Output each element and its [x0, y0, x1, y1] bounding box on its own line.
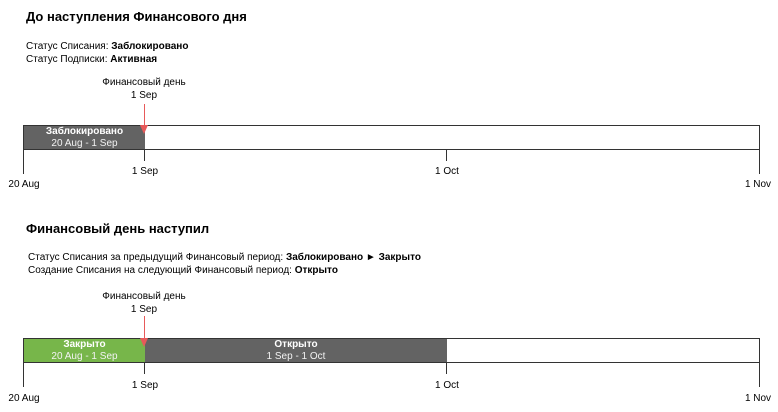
status-label: Статус Списания:: [26, 41, 112, 52]
financial-day-arrow-icon: [140, 338, 148, 347]
axis-tick: [23, 363, 24, 387]
axis-tick: [446, 363, 447, 374]
axis-label: 1 Sep: [131, 166, 159, 177]
segment-open: [145, 339, 447, 362]
segment-label: Заблокировано: [45, 126, 124, 137]
financial-day-date: 1 Sep: [130, 90, 158, 101]
section1-status-charge: [26, 40, 188, 53]
axis-tick: [759, 150, 760, 174]
status-label: Статус Списания за предыдущий Финансовый период:: [28, 252, 286, 263]
axis-tick: [23, 150, 24, 174]
axis-tick: [446, 150, 447, 161]
section1-title: До наступления Финансового дня: [26, 9, 247, 24]
financial-day-text: Финансовый день: [102, 77, 186, 88]
segment-blocked: [24, 126, 145, 149]
segment-closed: [24, 339, 145, 362]
axis-label: 1 Oct: [435, 166, 459, 177]
section1-timeline-bar: [23, 125, 760, 150]
axis-label: 1 Sep: [131, 380, 159, 391]
section2-title: Финансовый день наступил: [26, 221, 210, 236]
axis-tick: [144, 150, 145, 161]
status-label: Статус Подписки:: [26, 54, 111, 65]
financial-day-date: 1 Sep: [130, 304, 158, 315]
financial-day-marker-line: [144, 316, 145, 339]
section2-status-previous: [28, 251, 421, 264]
axis-label: 20 Aug: [8, 393, 40, 404]
status-value: Открыто: [294, 265, 338, 276]
status-value: Активная: [110, 54, 158, 65]
axis-label: 1 Nov: [744, 179, 772, 190]
segment-dates: 1 Sep - 1 Oct: [266, 350, 326, 362]
segment-dates: 20 Aug - 1 Sep: [51, 350, 118, 362]
section2-financial-day-label: [102, 290, 185, 316]
status-value: Заблокировано: [111, 41, 189, 52]
axis-label: 1 Nov: [744, 393, 772, 404]
section2-status-next: [28, 264, 338, 277]
axis-label: 1 Oct: [435, 380, 459, 391]
section2-timeline-bar: [23, 338, 760, 363]
financial-day-text: Финансовый день: [102, 291, 186, 302]
axis-tick: [144, 363, 145, 374]
section1-status-subscription: [26, 53, 157, 66]
status-label: Создание Списания на следующий Финансовый период:: [28, 265, 295, 276]
section1-financial-day-label: [102, 76, 185, 102]
financial-day-arrow-icon: [140, 125, 148, 134]
segment-dates: 20 Aug - 1 Sep: [51, 137, 118, 149]
status-value: Заблокировано ► Закрыто: [285, 252, 421, 263]
axis-label: 20 Aug: [8, 179, 40, 190]
financial-day-marker-line: [144, 104, 145, 126]
axis-tick: [759, 363, 760, 387]
segment-label: Закрыто: [63, 339, 106, 350]
segment-label: Открыто: [274, 339, 318, 350]
